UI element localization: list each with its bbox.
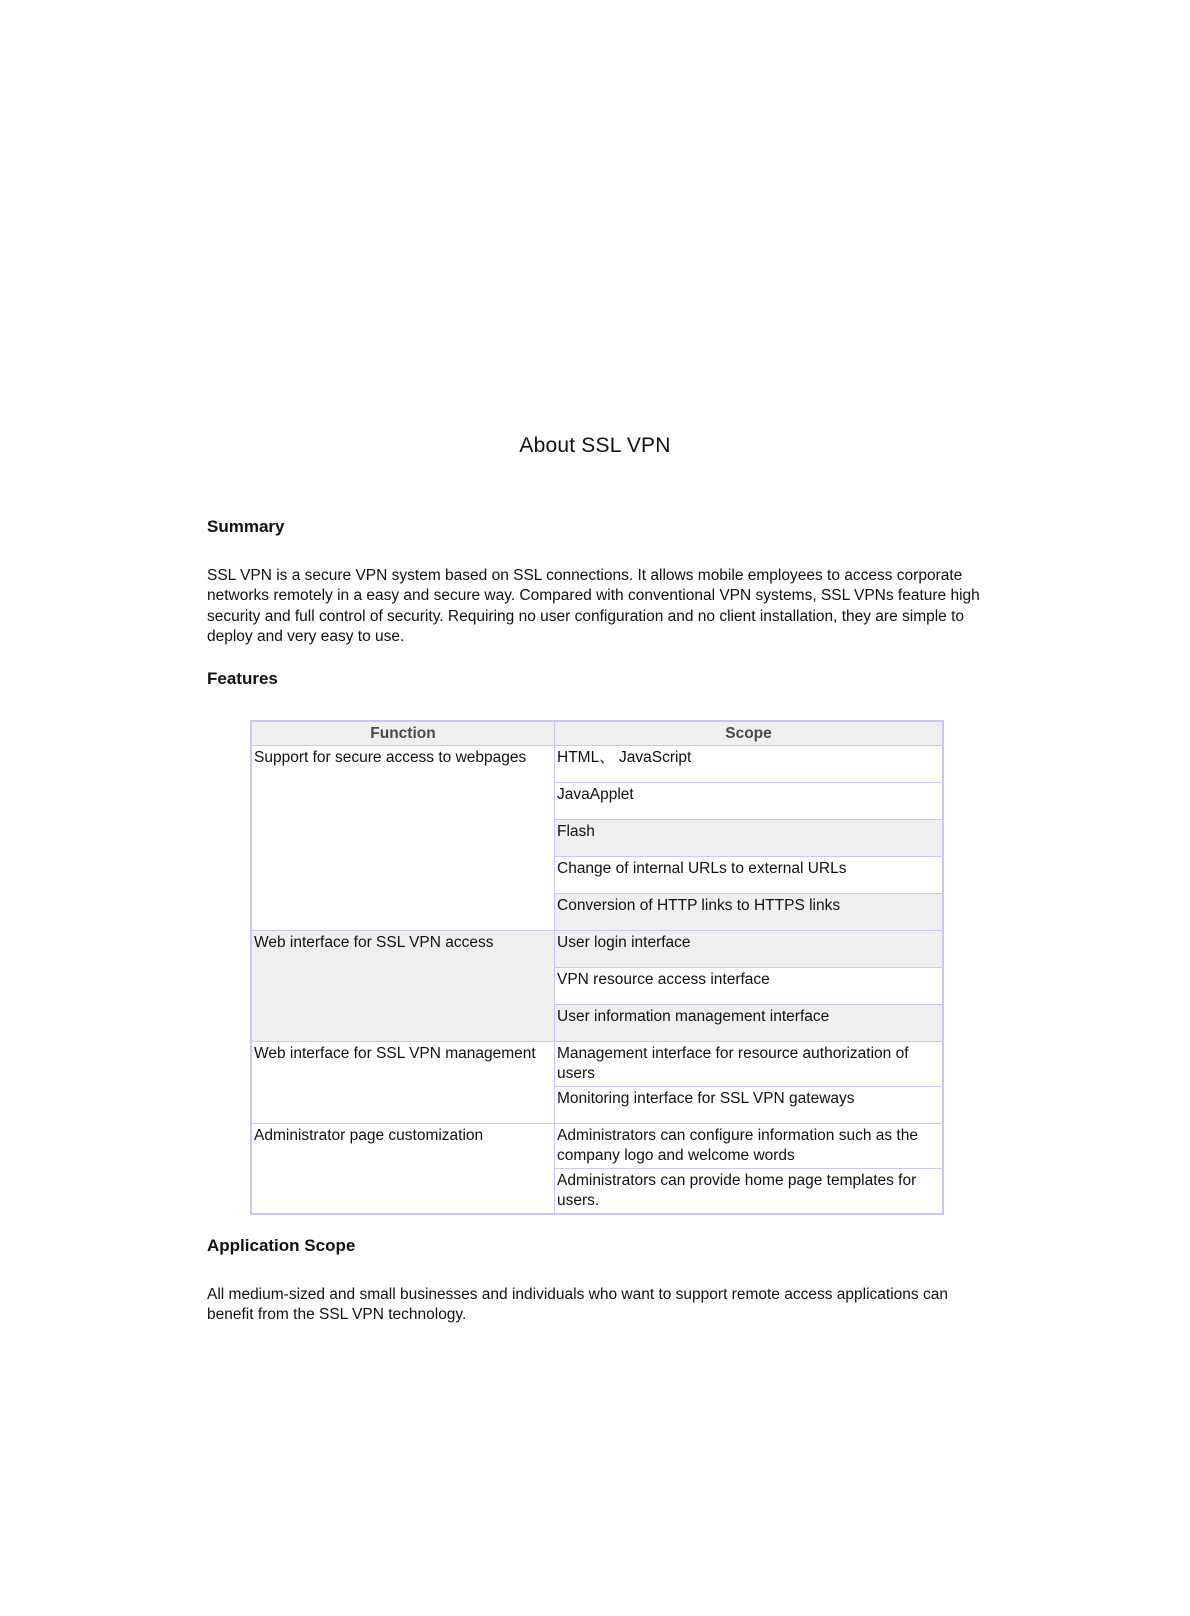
function-cell: Web interface for SSL VPN access [251,931,555,1042]
table-row [251,931,943,968]
scope-cell: HTML、 JavaScript [555,746,944,783]
scope-cell: Management interface for resource authorization of users [555,1042,944,1087]
table-row [251,1124,943,1169]
scope-cell: JavaApplet [555,783,944,820]
summary-heading: Summary [207,517,285,536]
scope-cell: Monitoring interface for SSL VPN gateways [555,1087,944,1124]
features-table [250,720,944,1215]
scope-cell: Conversion of HTTP links to HTTPS links [555,894,944,931]
application-scope-heading: Application Scope [207,1236,356,1255]
column-header-function: Function [251,721,555,746]
column-header-scope: Scope [555,721,944,746]
function-cell: Administrator page customization [251,1124,555,1215]
scope-cell: Change of internal URLs to external URLs [555,857,944,894]
table-header-row [251,721,943,746]
scope-cell: User information management interface [555,1005,944,1042]
scope-cell: User login interface [555,931,944,968]
summary-text: SSL VPN is a secure VPN system based on SSL connections. It allows mobile employees to access corporate networks remotely in a easy and secure way. Compared with conventional VPN systems, SSL VPNs feature high security and full control of security. Requiring no user configuration and no client installation, they are simple to deploy and very easy to use. [207,567,980,645]
page-title: About SSL VPN [519,434,671,457]
function-cell: Support for secure access to webpages [251,746,555,931]
scope-cell: VPN resource access interface [555,968,944,1005]
table-row [251,1042,943,1087]
scope-cell: Flash [555,820,944,857]
scope-cell: Administrators can configure information such as the company logo and welcome words [555,1124,944,1169]
function-cell: Web interface for SSL VPN management [251,1042,555,1124]
scope-cell: Administrators can provide home page templates for users. [555,1169,944,1215]
features-heading: Features [207,669,278,688]
table-row [251,746,943,783]
application-scope-text: All medium-sized and small businesses and individuals who want to support remote access applications can benefit from the SSL VPN technology. [207,1286,948,1324]
